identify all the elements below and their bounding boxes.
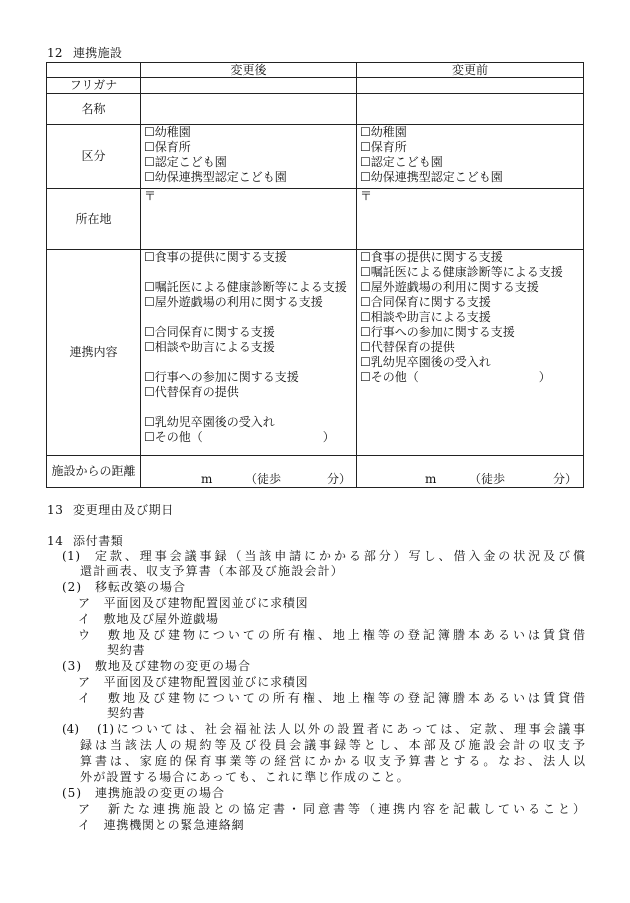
item-5-a: ア 新たな連携施設との協定書・同意書等（連携内容を記載していること）: [78, 802, 585, 816]
checkbox-other[interactable]: ☐その他（ ）: [144, 430, 335, 444]
item-1-line-2: 還計画表、収支予算書（本部及び施設会計）: [80, 564, 345, 578]
section-title: 連携施設: [73, 46, 123, 60]
item-number: (3): [62, 659, 82, 673]
attachment-item-4: [62, 722, 79, 737]
checkbox-post-graduation-acceptance[interactable]: ☐乳幼児卒園後の受入れ: [360, 355, 491, 369]
item-number: (1): [62, 549, 81, 563]
address-label: 所在地: [47, 189, 141, 250]
checkbox-health-check-support[interactable]: ☐嘱託医による健康診断等による支援: [360, 265, 563, 279]
header-row: [47, 63, 584, 78]
checkbox-kindergarten[interactable]: ☐幼稚園: [144, 125, 191, 139]
item-1-line-1: 定款、理事会議事録（当該申請にかかる部分）写し、借入金の状況及び償: [95, 549, 585, 563]
furigana-before-cell[interactable]: [357, 78, 584, 94]
content-label: 連携内容: [47, 250, 141, 456]
item-2-c-line-2: 契約書: [107, 643, 146, 657]
section-12-heading: [47, 46, 122, 61]
distance-unit: m: [201, 472, 213, 486]
checkbox-meal-support[interactable]: ☐食事の提供に関する支援: [360, 250, 503, 264]
checkbox-playground-support[interactable]: ☐屋外遊戯場の利用に関する支援: [144, 295, 323, 309]
spacer: [144, 310, 353, 325]
distance-label: 施設からの距離: [47, 456, 141, 488]
partner-facility-table: [46, 62, 584, 488]
checkbox-kindergarten[interactable]: ☐幼稚園: [360, 125, 407, 139]
section-number: 12: [47, 46, 63, 60]
header-before: 変更前: [357, 63, 584, 78]
item-2-a: ア 平面図及び建物配置図並びに求積図: [78, 596, 309, 610]
distance-row: [47, 456, 584, 488]
name-row: [47, 94, 584, 125]
postal-mark: 〒: [144, 189, 157, 203]
category-after-cell: [141, 125, 357, 189]
checkbox-playground-support[interactable]: ☐屋外遊戯場の利用に関する支援: [360, 280, 539, 294]
section-title: 変更理由及び期日: [73, 503, 174, 517]
checkbox-event-support[interactable]: ☐行事への参加に関する支援: [360, 325, 515, 339]
spacer: [144, 355, 353, 370]
item-number: (2): [62, 580, 82, 594]
section-13-heading: [47, 503, 174, 518]
checkbox-meal-support[interactable]: ☐食事の提供に関する支援: [144, 250, 287, 264]
distance-unit: m: [425, 472, 437, 486]
item-title: 連携施設の変更の場合: [95, 786, 226, 800]
attachment-item-1: [62, 549, 81, 564]
address-row: [47, 189, 584, 250]
section-number: 14: [47, 534, 64, 548]
postal-mark: 〒: [360, 189, 373, 203]
checkbox-consultation-support[interactable]: ☐相談や助言による支援: [360, 310, 491, 324]
checkbox-other[interactable]: ☐その他（ ）: [360, 370, 551, 384]
item-2-c-line-1: ウ 敷地及び建物についての所有権、地上権等の登記簿謄本あるいは賃貸借: [78, 628, 585, 642]
item-4-line-4: 外が設置する場合にあっても、これに準じ作成のこと。: [80, 770, 410, 784]
checkbox-consultation-support[interactable]: ☐相談や助言による支援: [144, 340, 275, 354]
address-before-cell[interactable]: [357, 189, 584, 250]
category-before-cell: [357, 125, 584, 189]
distance-after-cell[interactable]: [141, 456, 357, 488]
spacer: [144, 400, 353, 415]
attachment-item-2: [62, 580, 186, 595]
content-row: [47, 250, 584, 456]
furigana-label: フリガナ: [47, 78, 141, 94]
item-5-b: イ 連携機関との緊急連絡網: [78, 818, 245, 832]
checkbox-post-graduation-acceptance[interactable]: ☐乳幼児卒園後の受入れ: [144, 415, 275, 429]
item-3-b-line-2: 契約書: [107, 706, 146, 720]
section-title: 添付書類: [73, 534, 124, 548]
item-4-line-3: 算書は、家庭的保育事業等の経営にかかる収支予算書とする。なお、法人以: [80, 754, 585, 768]
item-4-line-2: 録は当該法人の規約等及び役員会議事録等とし、本部及び施設会計の収支予: [80, 738, 585, 752]
item-3-a: ア 平面図及び建物配置図並びに求積図: [78, 675, 309, 689]
address-after-cell[interactable]: [141, 189, 357, 250]
item-number: (4): [62, 722, 79, 736]
spacer: [144, 265, 353, 280]
checkbox-nursery[interactable]: ☐保育所: [360, 140, 407, 154]
checkbox-event-support[interactable]: ☐行事への参加に関する支援: [144, 370, 299, 384]
checkbox-integrated-center[interactable]: ☐幼保連携型認定こども園: [360, 170, 503, 184]
item-title: 移転改築の場合: [95, 580, 187, 594]
checkbox-joint-care-support[interactable]: ☐合同保育に関する支援: [144, 325, 275, 339]
checkbox-certified-center[interactable]: ☐認定こども園: [360, 155, 443, 169]
distance-before-cell[interactable]: [357, 456, 584, 488]
checkbox-health-check-support[interactable]: ☐嘱託医による健康診断等による支援: [144, 280, 347, 294]
content-after-cell: [141, 250, 357, 456]
walk-label: （徒歩: [245, 472, 282, 486]
header-blank: [47, 63, 141, 78]
furigana-row: [47, 78, 584, 94]
section-number: 13: [47, 503, 64, 517]
checkbox-integrated-center[interactable]: ☐幼保連携型認定こども園: [144, 170, 287, 184]
furigana-after-cell[interactable]: [141, 78, 357, 94]
section-14-heading: [47, 534, 123, 549]
walk-label: （徒歩: [469, 472, 506, 486]
checkbox-substitute-care[interactable]: ☐代替保育の提供: [360, 340, 455, 354]
name-before-cell[interactable]: [357, 94, 584, 125]
checkbox-substitute-care[interactable]: ☐代替保育の提供: [144, 385, 239, 399]
item-title: 敷地及び建物の変更の場合: [95, 659, 252, 673]
name-label: 名称: [47, 94, 141, 125]
minutes-label: 分）: [553, 472, 578, 486]
item-2-b: イ 敷地及び屋外遊戯場: [78, 612, 219, 626]
item-number: (5): [62, 786, 82, 800]
minutes-label: 分）: [327, 472, 352, 486]
checkbox-certified-center[interactable]: ☐認定こども園: [144, 155, 227, 169]
name-after-cell[interactable]: [141, 94, 357, 125]
category-label: 区分: [47, 125, 141, 189]
checkbox-nursery[interactable]: ☐保育所: [144, 140, 191, 154]
checkbox-joint-care-support[interactable]: ☐合同保育に関する支援: [360, 295, 491, 309]
content-before-cell: [357, 250, 584, 456]
attachment-item-5: [62, 786, 225, 801]
item-3-b-line-1: イ 敷地及び建物についての所有権、地上権等の登記簿謄本あるいは賃貸借: [78, 691, 585, 705]
item-4-line-1: (1)については、社会福祉法人以外の設置者にあっては、定款、理事会議事: [97, 722, 585, 736]
attachment-item-3: [62, 659, 251, 674]
category-row: [47, 125, 584, 189]
header-after: 変更後: [141, 63, 357, 78]
